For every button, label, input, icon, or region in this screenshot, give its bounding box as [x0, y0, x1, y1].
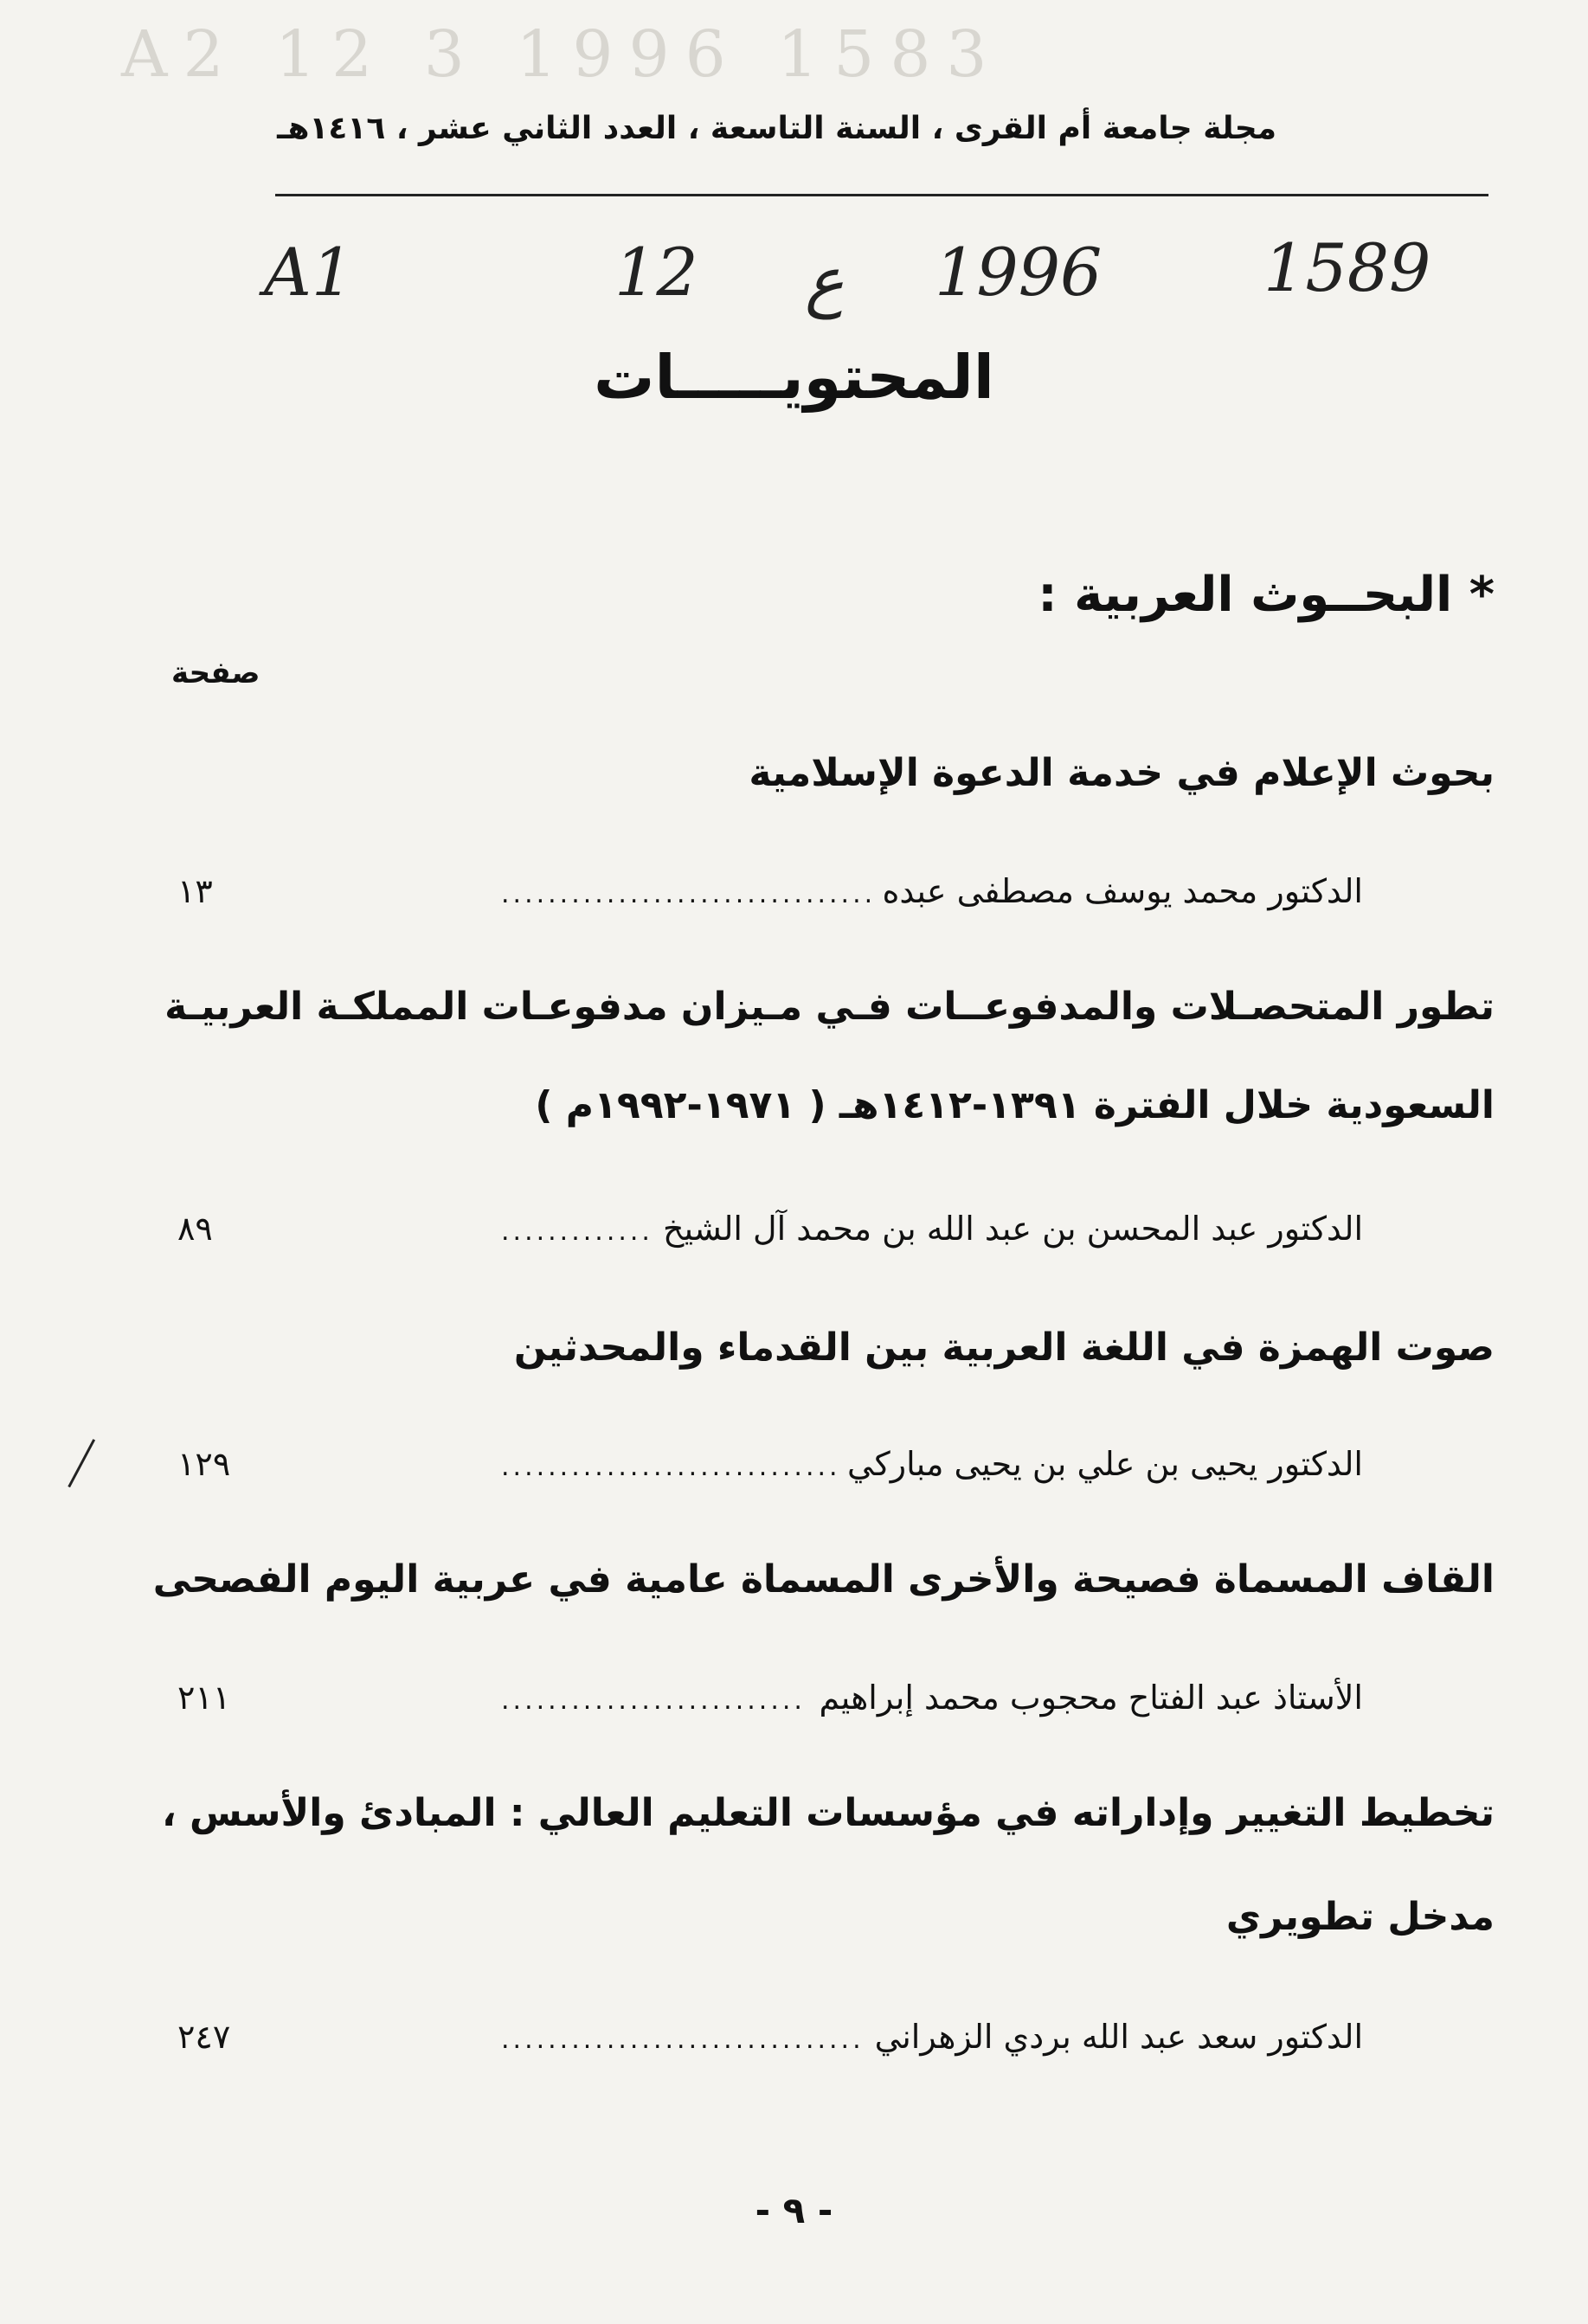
entry-author: الأستاذ عبد الفتاح محجوب محمد إبراهيم [819, 1679, 1363, 1717]
entry-author: الدكتور سعد عبد الله بردي الزهراني [874, 2018, 1363, 2056]
entry-title-continued: مدخل تطويري [1225, 1895, 1495, 1939]
handwritten-slash-mark [68, 1439, 104, 1493]
handwritten-code: 1996 [935, 234, 1103, 311]
page-number: - ٩ - [755, 2189, 833, 2231]
dot-leader [501, 2025, 863, 2055]
entry-title-continued: السعودية خلال الفترة ١٣٩١-١٤١٢هـ ( ١٩٧١-١٩٩٢م ) [535, 1083, 1495, 1127]
bleed-through-text: A2 12 3 1996 1583 [121, 17, 1003, 92]
entry-page-number: ١٣ [177, 872, 213, 910]
dot-leader [501, 879, 871, 909]
entry-page-number: ٨٩ [177, 1210, 213, 1248]
entry-page-number: ٢١١ [177, 1679, 231, 1717]
entry-title: القاف المسماة فصيحة والأخرى المسماة عامية في عربية اليوم الفصحى [152, 1557, 1495, 1602]
handwritten-code: 12 [614, 234, 698, 311]
dot-leader [501, 1452, 835, 1482]
entry-author-line [489, 1679, 1363, 1717]
section-heading: * البحــوث العربية : [1038, 567, 1495, 623]
handwritten-annotation [260, 229, 1497, 329]
entry-author-line [489, 2018, 1363, 2056]
dot-leader [501, 1685, 807, 1716]
entry-author-line [489, 1210, 1363, 1248]
journal-header: مجلة جامعة أم القرى ، السنة التاسعة ، العدد الثاني عشر ، ١٤١٦هـ [277, 111, 1276, 146]
entry-title: صوت الهمزة في اللغة العربية بين القدماء والمحدثين [513, 1326, 1495, 1370]
entry-title: بحوث الإعلام في خدمة الدعوة الإسلامية [749, 751, 1495, 795]
handwritten-code: A1 [264, 234, 354, 311]
entry-author-line [489, 1445, 1363, 1483]
entry-author: الدكتور يحيى بن علي بن يحيى مباركي [846, 1445, 1363, 1483]
entry-page-number: ٢٤٧ [177, 2018, 231, 2056]
handwritten-code: 1589 [1263, 229, 1431, 306]
entry-author-line [489, 872, 1363, 910]
page-title: المحتويـــــات [594, 342, 994, 413]
header-divider [275, 194, 1488, 196]
entry-author: الدكتور عبد المحسن بن عبد الله بن محمد آل الشيخ [662, 1210, 1363, 1248]
handwritten-code: ع [805, 242, 845, 319]
page-column-label: صفحة [171, 656, 260, 690]
dot-leader [501, 1217, 651, 1247]
entry-title: تخطيط التغيير وإداراته في مؤسسات التعليم العالي : المبادئ والأسس ، [162, 1791, 1495, 1835]
entry-page-number: ١٢٩ [177, 1445, 231, 1483]
entry-title: تطور المتحصـلات والمدفوعــات فـي مـيزان مدفوعـات المملكـة العربيـة [164, 985, 1495, 1029]
entry-author: الدكتور محمد يوسف مصطفى عبده [882, 872, 1363, 910]
